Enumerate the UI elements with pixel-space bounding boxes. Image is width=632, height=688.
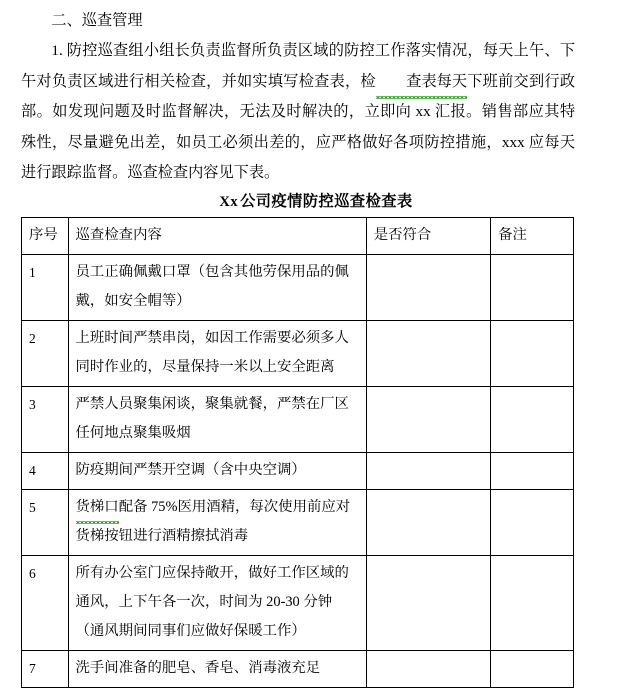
row-remark[interactable] bbox=[491, 490, 574, 556]
row-item-text: 配备 75%医用酒精，每次使用前应对货梯按钮进行酒精擦拭消毒 bbox=[75, 499, 351, 545]
row-number: 3 bbox=[22, 387, 69, 453]
inspection-checklist-table bbox=[21, 217, 574, 688]
row-number: 7 bbox=[22, 651, 69, 688]
table-title bbox=[0, 192, 632, 212]
spellcheck-error-text[interactable]: 查表每天 bbox=[376, 67, 467, 97]
column-header-remark: 备注 bbox=[491, 218, 574, 255]
row-number: 5 bbox=[22, 490, 69, 556]
row-number: 2 bbox=[22, 321, 69, 387]
row-remark[interactable] bbox=[491, 556, 574, 651]
row-item: 员工正确佩戴口罩（包含其他劳保用品的佩戴，如安全帽等） bbox=[68, 255, 366, 321]
row-compliance[interactable] bbox=[366, 321, 490, 387]
row-compliance[interactable] bbox=[366, 255, 490, 321]
row-item: 严禁人员聚集闲谈，聚集就餐，严禁在厂区任何地点聚集吸烟 bbox=[68, 387, 366, 453]
table-body bbox=[22, 255, 574, 688]
table-header bbox=[22, 218, 574, 255]
table-row bbox=[22, 556, 574, 651]
row-remark[interactable] bbox=[491, 255, 574, 321]
row-compliance[interactable] bbox=[366, 651, 490, 688]
table-row bbox=[22, 453, 574, 490]
paragraph-1-text-before-error: 1. 防控巡查组小组长负责监督所负责区域的防控工作落实情况，每天上午、下午对负责区域进行相关检查，并如实填写检查表，检 bbox=[21, 42, 575, 90]
column-header-item: 巡查检查内容 bbox=[68, 218, 366, 255]
table-row bbox=[22, 651, 574, 688]
row-item: 洗手间准备的肥皂、香皂、消毒液充足 bbox=[68, 651, 366, 688]
table-row bbox=[22, 321, 574, 387]
table-row bbox=[22, 490, 574, 556]
row-compliance[interactable] bbox=[366, 453, 490, 490]
table-title-main: 公司疫情防控巡查检查表 bbox=[240, 193, 413, 211]
paragraph-1 bbox=[21, 36, 575, 188]
table-row bbox=[22, 255, 574, 321]
row-item: 上班时间严禁串岗，如因工作需要必须多人同时作业的，尽量保持一米以上安全距离 bbox=[68, 321, 366, 387]
paragraph-1-text-after-error: 下班前交到行政部。如发现问题及时监督解决，无法及时解决的，立即向 xx 汇报。销售部应其特殊性，尽量避免出差，如员工必须出差的，应严格做好各项防控措施，xxx 应每天进行跟踪监督。巡查检查内容见下表。 bbox=[21, 72, 576, 182]
row-number: 4 bbox=[22, 453, 69, 490]
spellcheck-error-text[interactable]: 货梯口 bbox=[76, 493, 119, 522]
table-header-row bbox=[22, 218, 574, 255]
row-item bbox=[68, 490, 366, 556]
row-number: 6 bbox=[22, 556, 69, 651]
row-compliance[interactable] bbox=[366, 490, 490, 556]
column-header-compliance: 是否符合 bbox=[366, 218, 490, 255]
table-title-prefix: Xx bbox=[219, 194, 239, 211]
table-container bbox=[0, 217, 632, 688]
row-remark[interactable] bbox=[491, 321, 574, 387]
row-remark[interactable] bbox=[491, 651, 574, 688]
row-number: 1 bbox=[22, 255, 69, 321]
document-body bbox=[0, 0, 632, 188]
row-item: 防疫期间严禁开空调（含中央空调） bbox=[68, 453, 366, 490]
column-header-no: 序号 bbox=[22, 218, 69, 255]
row-remark[interactable] bbox=[491, 453, 574, 490]
row-remark[interactable] bbox=[491, 387, 574, 453]
row-compliance[interactable] bbox=[366, 556, 490, 651]
row-compliance[interactable] bbox=[366, 387, 490, 453]
row-item: 所有办公室门应保持敞开，做好工作区域的通风，上下午各一次，时间为 20-30 分钟（通风期间同事们应做好保暖工作） bbox=[68, 556, 366, 651]
section-heading: 二、巡查管理 bbox=[51, 12, 143, 29]
table-row bbox=[22, 387, 574, 453]
